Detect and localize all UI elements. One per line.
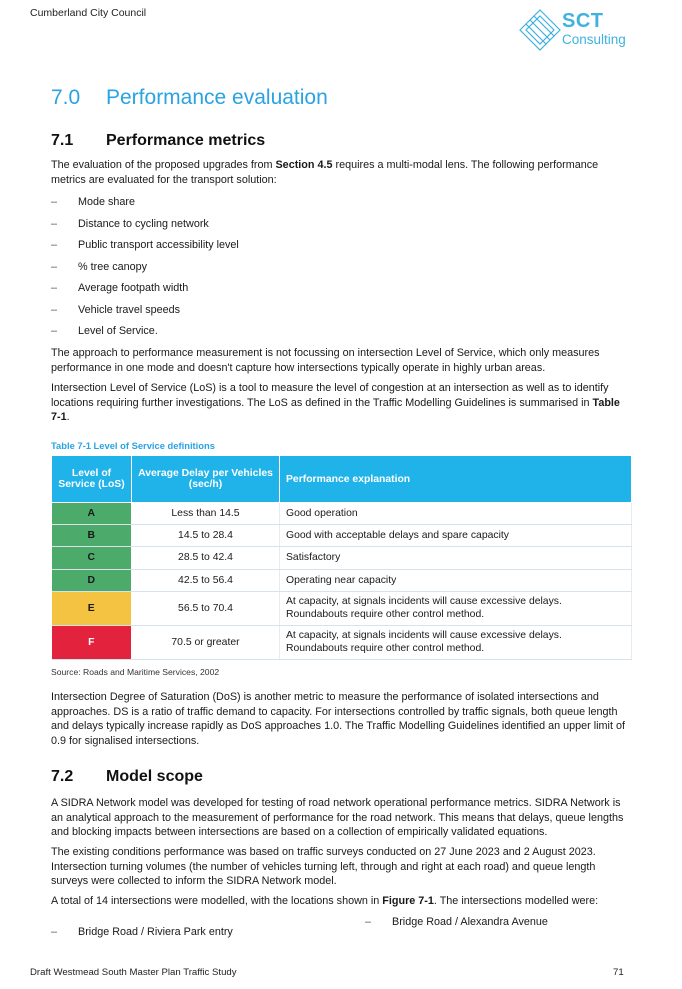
dash-marker: – — [51, 926, 58, 938]
logo-subtitle: Consulting — [562, 32, 626, 47]
subsection-title: Performance metrics — [106, 132, 266, 149]
explanation-cell: Operating near capacity — [280, 569, 632, 591]
list-item-text: Distance to cycling network — [78, 217, 209, 230]
table-row — [52, 525, 632, 547]
delay-cell: 28.5 to 42.4 — [132, 547, 280, 569]
dash-marker: – — [51, 282, 58, 294]
dash-marker: – — [51, 217, 58, 230]
list-item — [51, 282, 631, 304]
subsection-heading-7-1 — [51, 132, 265, 150]
los-text-end: . — [66, 411, 70, 424]
list-item-text: Mode share — [78, 196, 136, 208]
metrics-list — [51, 196, 631, 347]
table-row — [52, 591, 632, 625]
explanation-cell: Good operation — [280, 503, 632, 525]
explanation-cell: Satisfactory — [280, 547, 632, 569]
intersections-text-end: . The intersections modelled were: — [433, 895, 599, 907]
explanation-cell: At capacity, at signals incidents will cause excessive delays. Roundabouts require other control method. — [280, 625, 632, 659]
list-item-text: Public transport accessibility level — [78, 239, 239, 251]
table-source: Source: Roads and Maritime Services, 2002 — [51, 667, 220, 677]
delay-cell: 42.5 to 56.4 — [132, 569, 280, 591]
section-number: 7.0 — [51, 86, 81, 109]
list-item — [51, 325, 631, 347]
list-item — [51, 218, 631, 240]
list-item — [51, 304, 631, 326]
dos-paragraph: Intersection Degree of Saturation (DoS) is another metric to measure the performance of isolated intersections and approaches. DS is a ratio of traffic demand to capacity. For intersections controlled by traffic signals, both queue length and delays typically increase rapidly as DoS approaches 1.0. The Traffic Modelling Guidelines identified an upper limit of 0.9 for signalised intersections. — [51, 691, 625, 747]
section-title: Performance evaluation — [106, 86, 328, 109]
intro-text: The evaluation of the proposed upgrades from — [51, 159, 276, 171]
list-item-text: % tree canopy — [78, 260, 148, 273]
dash-marker: – — [51, 239, 58, 251]
list-item-text: Level of Service. — [78, 325, 158, 337]
table-row — [52, 569, 632, 591]
los-grade-cell: B — [52, 525, 132, 547]
table-ref: Table 7-1 — [51, 396, 620, 424]
delay-cell: Less than 14.5 — [132, 503, 280, 525]
surveys-paragraph: The existing conditions performance was based on traffic surveys conducted on 27 June 2023 and 2 August 2023. Intersection turning volumes (the number of vehicles turning left, through and right at each road) and queue length surveys were collected to inform the SIDRA Network model. — [51, 846, 596, 888]
intro-text-cont: requires a multi-modal lens. The following performance metrics are evaluated for the transport solution: — [51, 159, 599, 186]
list-item-text: Bridge Road / Alexandra Avenue — [392, 916, 548, 928]
approach-paragraph: The approach to performance measurement is not focussing on intersection Level of Service, which only measures performance in one mode and doesn't capture how intersections typically operate in highly urban areas. — [51, 347, 600, 374]
intersections-paragraph — [51, 894, 631, 909]
page-number: 71 — [613, 967, 624, 978]
list-item-text: Vehicle travel speeds — [78, 303, 181, 316]
list-item — [51, 926, 233, 938]
los-table — [51, 455, 632, 660]
header-council-name: Cumberland City Council — [30, 7, 147, 19]
delay-cell: 56.5 to 70.4 — [132, 591, 280, 625]
table-row — [52, 625, 632, 659]
sct-logo — [518, 8, 638, 52]
explanation-cell: At capacity, at signals incidents will cause excessive delays. Roundabouts require other control method. — [280, 591, 632, 625]
dash-marker: – — [51, 303, 58, 316]
los-grade-cell: E — [52, 591, 132, 625]
table-caption: Table 7-1 Level of Service definitions — [51, 440, 215, 451]
section-ref: Section 4.5 — [275, 159, 333, 171]
table-row — [52, 547, 632, 569]
los-grade-cell: A — [52, 503, 132, 525]
delay-cell: 14.5 to 28.4 — [132, 525, 280, 547]
delay-cell: 70.5 or greater — [132, 625, 280, 659]
header-delay: Average Delay per Vehicles (sec/h) — [132, 456, 280, 503]
intro-paragraph — [51, 158, 631, 187]
los-grade-cell: F — [52, 625, 132, 659]
intersections-text: A total of 14 intersections were modelled, with the locations shown in — [51, 895, 383, 907]
dash-marker: – — [51, 325, 58, 337]
table-header-row — [52, 456, 632, 503]
dash-marker: – — [365, 916, 372, 928]
list-item — [51, 261, 631, 283]
logo-title: SCT — [562, 10, 604, 32]
subsection-number: 7.2 — [51, 768, 74, 785]
diamond-lines-icon — [518, 8, 562, 52]
subsection-number: 7.1 — [51, 132, 74, 149]
list-item — [365, 916, 548, 928]
list-item — [51, 196, 631, 218]
los-grade-cell: C — [52, 547, 132, 569]
los-paragraph — [51, 381, 631, 425]
table-row — [52, 503, 632, 525]
dash-marker: – — [51, 196, 58, 208]
los-grade-cell: D — [52, 569, 132, 591]
dash-marker: – — [51, 260, 58, 273]
footer-title: Draft Westmead South Master Plan Traffic Study — [30, 967, 237, 978]
section-heading — [51, 86, 328, 110]
list-item-text: Average footpath width — [78, 282, 189, 294]
subsection-title: Model scope — [106, 768, 203, 785]
subsection-heading-7-2 — [51, 768, 203, 786]
figure-ref: Figure 7-1 — [382, 895, 434, 907]
los-text: Intersection Level of Service (LoS) is a tool to measure the level of congestion at an intersection as well as to identify locations requiring further investigations. The LoS as defined in the Traffic Modelling Guidelines is summarised in — [51, 382, 609, 409]
list-item-text: Bridge Road / Riviera Park entry — [78, 926, 233, 938]
header-los: Level of Service (LoS) — [52, 456, 132, 503]
explanation-cell: Good with acceptable delays and spare capacity — [280, 525, 632, 547]
sidra-paragraph: A SIDRA Network model was developed for testing of road network operational performance metrics. SIDRA Network is an analytical approach to the measurement of performance for the road network. This means that delays, queue lengths and blocking impacts between intersections are based on a collection of empirically validated equations. — [51, 797, 624, 839]
list-item — [51, 239, 631, 261]
header-explanation: Performance explanation — [280, 456, 632, 503]
